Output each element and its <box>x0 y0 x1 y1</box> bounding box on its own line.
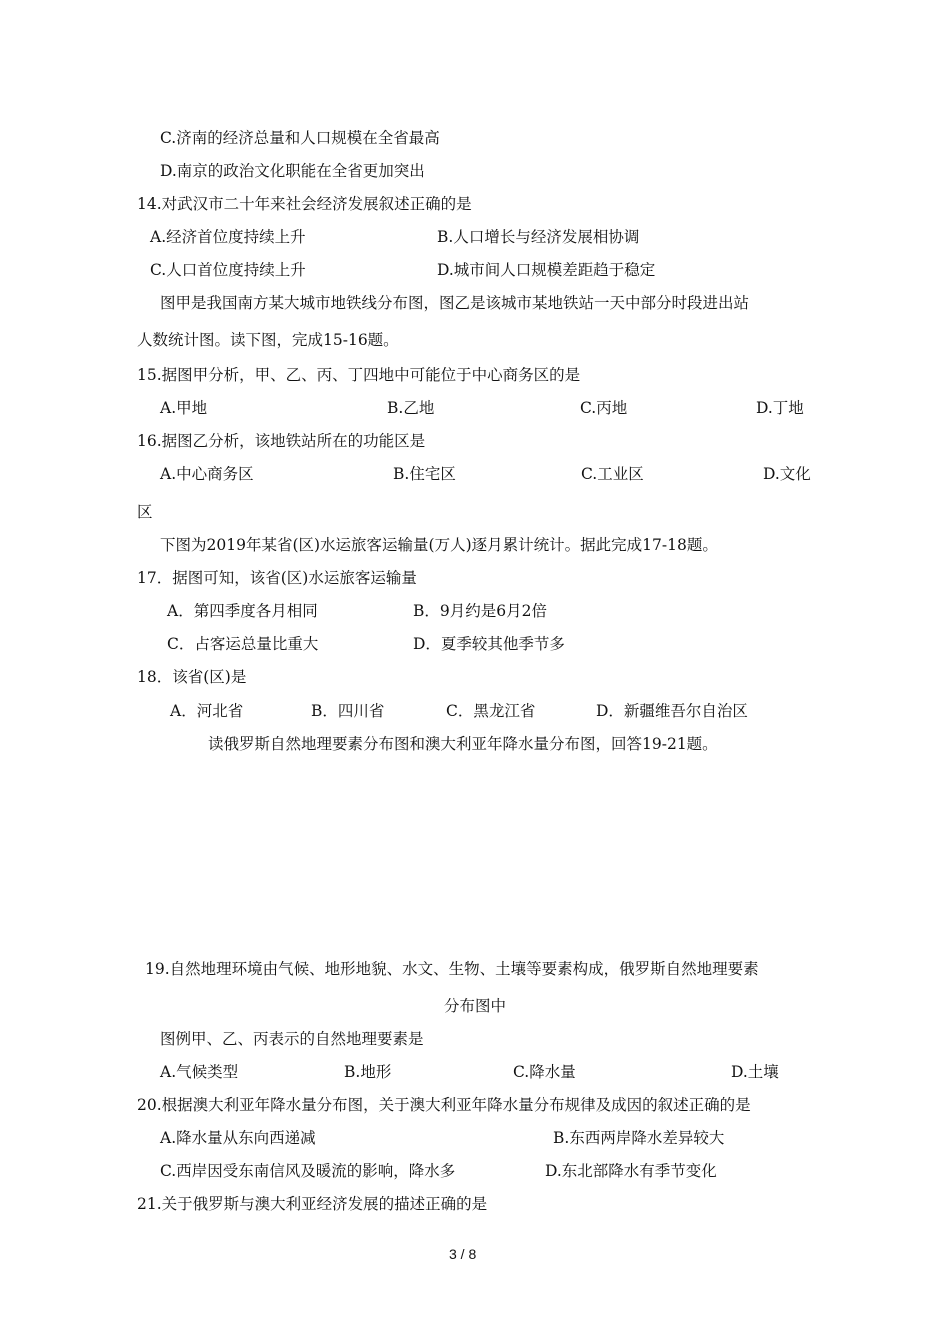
intro-15-16-line1: 图甲是我国南方某大城市地铁线分布图，图乙是该城市某地铁站一天中部分时段进出站 <box>160 294 750 312</box>
q18-option-a: A．河北省 <box>170 702 244 720</box>
q14-stem: 14.对武汉市二十年来社会经济发展叙述正确的是 <box>137 195 472 213</box>
q19-stem-line2: 分布图中 <box>444 997 507 1015</box>
q16-option-b: B.住宅区 <box>393 465 456 483</box>
q19-option-d: D.土壤 <box>731 1063 779 1081</box>
intro-19-21: 读俄罗斯自然地理要素分布图和澳大利亚年降水量分布图，回答19-21题。 <box>208 735 718 753</box>
q18-option-d: D．新疆维吾尔自治区 <box>596 702 748 720</box>
intro-17-18: 下图为2019年某省(区)水运旅客运输量(万人)逐月累计统计。据此完成17-18题。 <box>160 536 718 554</box>
q16-option-d-wrap: 区 <box>137 503 153 521</box>
q17-option-d: D．夏季较其他季节多 <box>413 635 565 653</box>
q15-option-a: A.甲地 <box>160 399 208 417</box>
q16-stem: 16.据图乙分析，该地铁站所在的功能区是 <box>137 432 426 450</box>
q19-stem-line1: 19.自然地理环境由气候、地形地貌、水文、生物、土壤等要素构成，俄罗斯自然地理要素 <box>145 960 759 978</box>
q18-stem: 18．该省(区)是 <box>137 668 247 686</box>
q17-stem: 17．据图可知，该省(区)水运旅客运输量 <box>137 569 417 587</box>
q15-stem: 15.据图甲分析，甲、乙、丙、丁四地中可能位于中心商务区的是 <box>137 366 581 384</box>
q17-option-c: C．占客运总量比重大 <box>167 635 319 653</box>
q15-option-d: D.丁地 <box>756 399 804 417</box>
q16-option-c: C.工业区 <box>581 465 644 483</box>
q16-option-a: A.中心商务区 <box>160 465 254 483</box>
intro-15-16-line2: 人数统计图。读下图，完成15-16题。 <box>137 331 399 349</box>
q15-option-b: B.乙地 <box>387 399 435 417</box>
q14-option-c: C.人口首位度持续上升 <box>150 261 306 279</box>
q17-option-a: A．第四季度各月相同 <box>167 602 318 620</box>
q14-option-a: A.经济首位度持续上升 <box>150 228 306 246</box>
q13-option-d: D.南京的政治文化职能在全省更加突出 <box>160 162 425 180</box>
q14-option-b: B.人口增长与经济发展相协调 <box>437 228 640 246</box>
q20-option-b: B.东西两岸降水差异较大 <box>553 1129 725 1147</box>
q20-option-a: A.降水量从东向西递减 <box>160 1129 316 1147</box>
q19-option-b: B.地形 <box>344 1063 392 1081</box>
q20-stem: 20.根据澳大利亚年降水量分布图，关于澳大利亚年降水量分布规律及成因的叙述正确的是 <box>137 1096 751 1114</box>
q15-option-c: C.丙地 <box>580 399 628 417</box>
q13-option-c: C.济南的经济总量和人口规模在全省最高 <box>160 129 440 147</box>
q19-option-c: C.降水量 <box>513 1063 576 1081</box>
q14-option-d: D.城市间人口规模差距趋于稳定 <box>437 261 656 279</box>
q20-option-c: C.西岸因受东南信风及暖流的影响，降水多 <box>160 1162 456 1180</box>
page-number: 3 / 8 <box>449 1246 477 1262</box>
q18-option-c: C．黑龙江省 <box>446 702 536 720</box>
q17-option-b: B．9月约是6月2倍 <box>413 602 547 620</box>
q16-option-d: D.文化 <box>763 465 811 483</box>
q20-option-d: D.东北部降水有季节变化 <box>545 1162 717 1180</box>
q21-stem: 21.关于俄罗斯与澳大利亚经济发展的描述正确的是 <box>137 1195 488 1213</box>
q18-option-b: B．四川省 <box>311 702 385 720</box>
q19-stem-line3: 图例甲、乙、丙表示的自然地理要素是 <box>160 1030 424 1048</box>
q19-option-a: A.气候类型 <box>160 1063 239 1081</box>
